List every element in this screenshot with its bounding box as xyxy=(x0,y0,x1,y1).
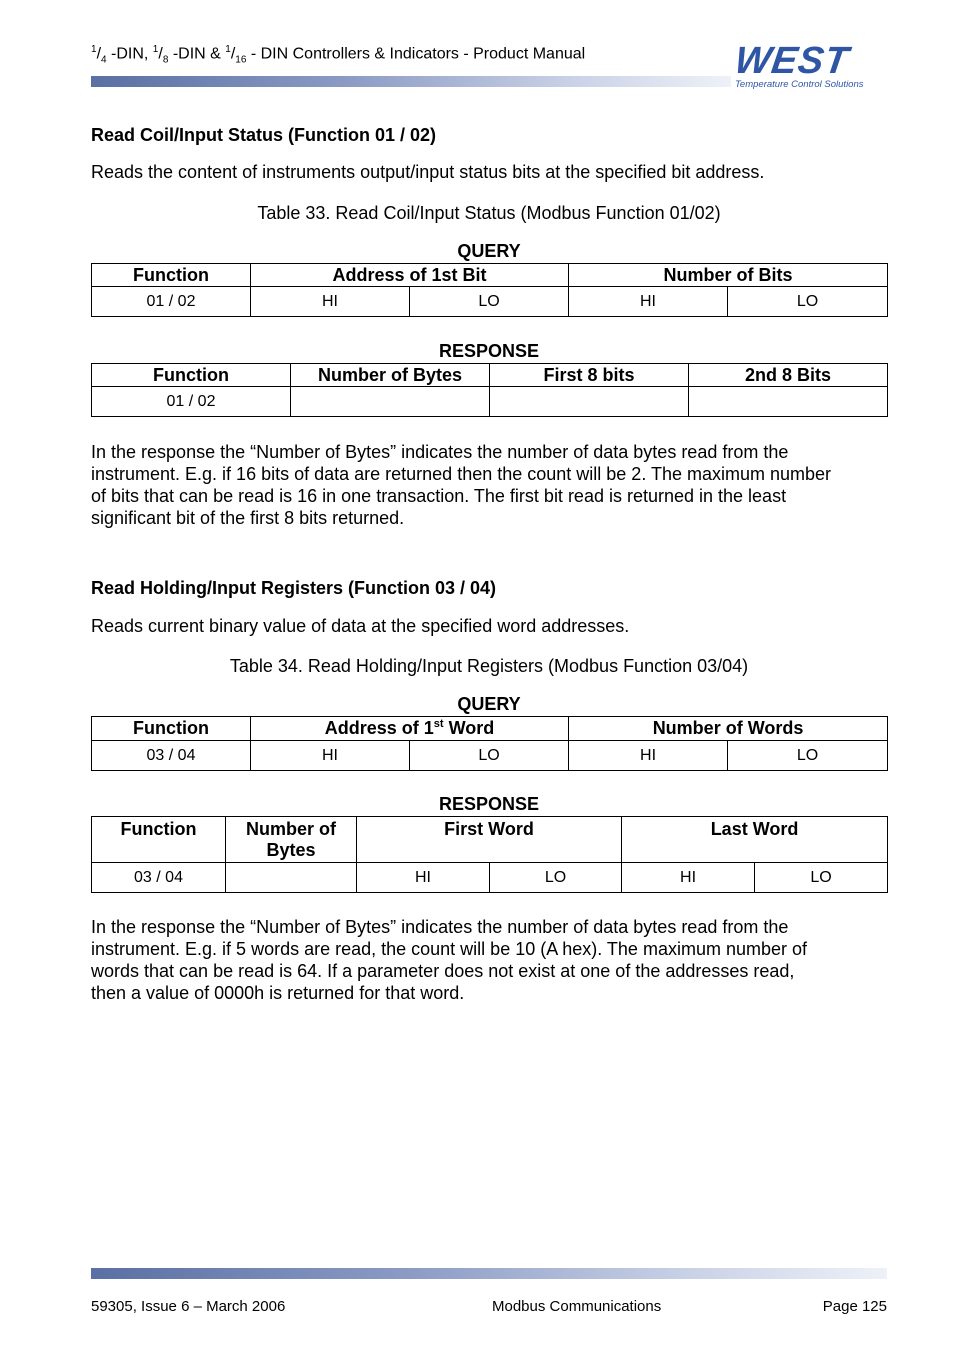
header-title xyxy=(91,44,585,66)
word-text: Word xyxy=(443,718,495,738)
table-header-cell: Last Word xyxy=(622,817,888,863)
body-line: then a value of 0000h is returned for that word. xyxy=(91,983,465,1003)
footer-doc-id: 59305, Issue 6 – March 2006 xyxy=(91,1298,286,1315)
table-cell xyxy=(689,387,888,417)
table34-response xyxy=(91,816,888,893)
table-cell: LO xyxy=(490,863,622,893)
body-line: In the response the “Number of Bytes” indicates the number of data bytes read from the xyxy=(91,442,789,462)
table-cell: HI xyxy=(569,287,728,317)
table-header-cell: Function xyxy=(92,717,251,741)
footer-rule xyxy=(91,1268,887,1279)
table-cell: 01 / 02 xyxy=(92,287,251,317)
header-frac-slash-1: / xyxy=(96,45,102,63)
table-cell: HI xyxy=(357,863,490,893)
table-cell xyxy=(291,387,490,417)
header-frac-num-1: 1 xyxy=(91,44,97,55)
section1-heading: Read Coil/Input Status (Function 01 / 02) xyxy=(91,125,437,145)
table-header-cell: Number of Words xyxy=(569,717,888,741)
table34-caption: Table 34. Read Holding/Input Registers (Modbus Function 03/04) xyxy=(229,656,749,676)
table-header-cell xyxy=(251,717,569,741)
table-header-cell: 2nd 8 Bits xyxy=(689,364,888,387)
table33-response-label: RESPONSE xyxy=(438,341,540,361)
header-line: Number of xyxy=(246,819,336,839)
table-header-cell: Function xyxy=(92,817,226,863)
header-frac-den-1: 4 xyxy=(101,54,107,66)
header-frac-den-2: 8 xyxy=(162,54,169,66)
section1-intro: Reads the content of instruments output/input status bits at the specified bit address. xyxy=(91,162,765,182)
header-rule xyxy=(91,76,731,87)
header-frac-den-3: 16 xyxy=(235,54,247,66)
table-cell: LO xyxy=(410,741,569,771)
header-frac-slash-3: / xyxy=(230,45,236,63)
table-cell: HI xyxy=(251,741,410,771)
table-header-cell: First 8 bits xyxy=(490,364,689,387)
ordinal-suffix: st xyxy=(433,718,444,730)
table-row xyxy=(92,863,888,893)
header-frac-num-3: 1 xyxy=(225,44,231,55)
table-cell xyxy=(226,863,357,893)
table-cell: HI xyxy=(251,287,410,317)
table33-response xyxy=(91,363,888,417)
table34-response-label: RESPONSE xyxy=(438,794,540,814)
table-row xyxy=(92,287,888,317)
section2-intro: Reads current binary value of data at the specified word addresses. xyxy=(91,616,630,636)
address-text: Address of 1 xyxy=(324,718,434,738)
body-line: instrument. E.g. if 16 bits of data are returned then the count will be 2. The maximum number xyxy=(91,464,832,484)
footer-page-number: Page 125 xyxy=(822,1298,887,1315)
header-text-3: - DIN Controllers & Indicators - Product Manual xyxy=(246,45,586,63)
table-cell: 01 / 02 xyxy=(92,387,291,417)
west-logo xyxy=(732,40,887,90)
section2-body xyxy=(91,916,911,1004)
body-line: significant bit of the first 8 bits returned. xyxy=(91,508,405,528)
table-row xyxy=(92,741,888,771)
header-text-2: -DIN & xyxy=(168,45,226,63)
table34-query xyxy=(91,716,888,771)
table-header-cell: Address of 1st Bit xyxy=(251,264,569,287)
table-header-cell xyxy=(226,817,357,863)
table-cell: LO xyxy=(755,863,888,893)
table-cell: LO xyxy=(728,287,888,317)
table-row xyxy=(92,387,888,417)
header-frac-num-2: 1 xyxy=(152,44,159,55)
table-cell: 03 / 04 xyxy=(92,863,226,893)
table33-query-label: QUERY xyxy=(457,241,521,261)
section1-body xyxy=(91,441,911,529)
header-frac-slash-2: / xyxy=(158,45,163,63)
footer-section: Modbus Communications xyxy=(492,1298,662,1315)
table-header-cell: First Word xyxy=(357,817,622,863)
table-cell: 03 / 04 xyxy=(92,741,251,771)
body-line: words that can be read is 64. If a parameter does not exist at one of the addresses read, xyxy=(91,961,795,981)
table-cell xyxy=(490,387,689,417)
section2-heading: Read Holding/Input Registers (Function 03 / 04) xyxy=(91,578,497,598)
table-cell: HI xyxy=(622,863,755,893)
table-header-cell: Number of Bits xyxy=(569,264,888,287)
logo-tagline: Temperature Control Solutions xyxy=(735,79,864,90)
body-line: In the response the “Number of Bytes” indicates the number of data bytes read from the xyxy=(91,917,789,937)
table33-caption: Table 33. Read Coil/Input Status (Modbus Function 01/02) xyxy=(257,203,721,223)
header-line: Bytes xyxy=(266,840,316,860)
table-cell: LO xyxy=(410,287,569,317)
table-header-cell: Number of Bytes xyxy=(291,364,490,387)
table34-query-label: QUERY xyxy=(457,694,521,714)
table-header-cell: Function xyxy=(92,364,291,387)
body-line: instrument. E.g. if 5 words are read, the count will be 10 (A hex). The maximum number of xyxy=(91,939,807,959)
table-header-cell: Function xyxy=(92,264,251,287)
header-text-1: -DIN, xyxy=(106,45,153,63)
logo-wordmark: WEST xyxy=(732,40,852,82)
table-cell: HI xyxy=(569,741,728,771)
table33-query xyxy=(91,263,888,317)
table-cell: LO xyxy=(728,741,888,771)
body-line: of bits that can be read is 16 in one transaction. The first bit read is returned in the least xyxy=(91,486,787,506)
